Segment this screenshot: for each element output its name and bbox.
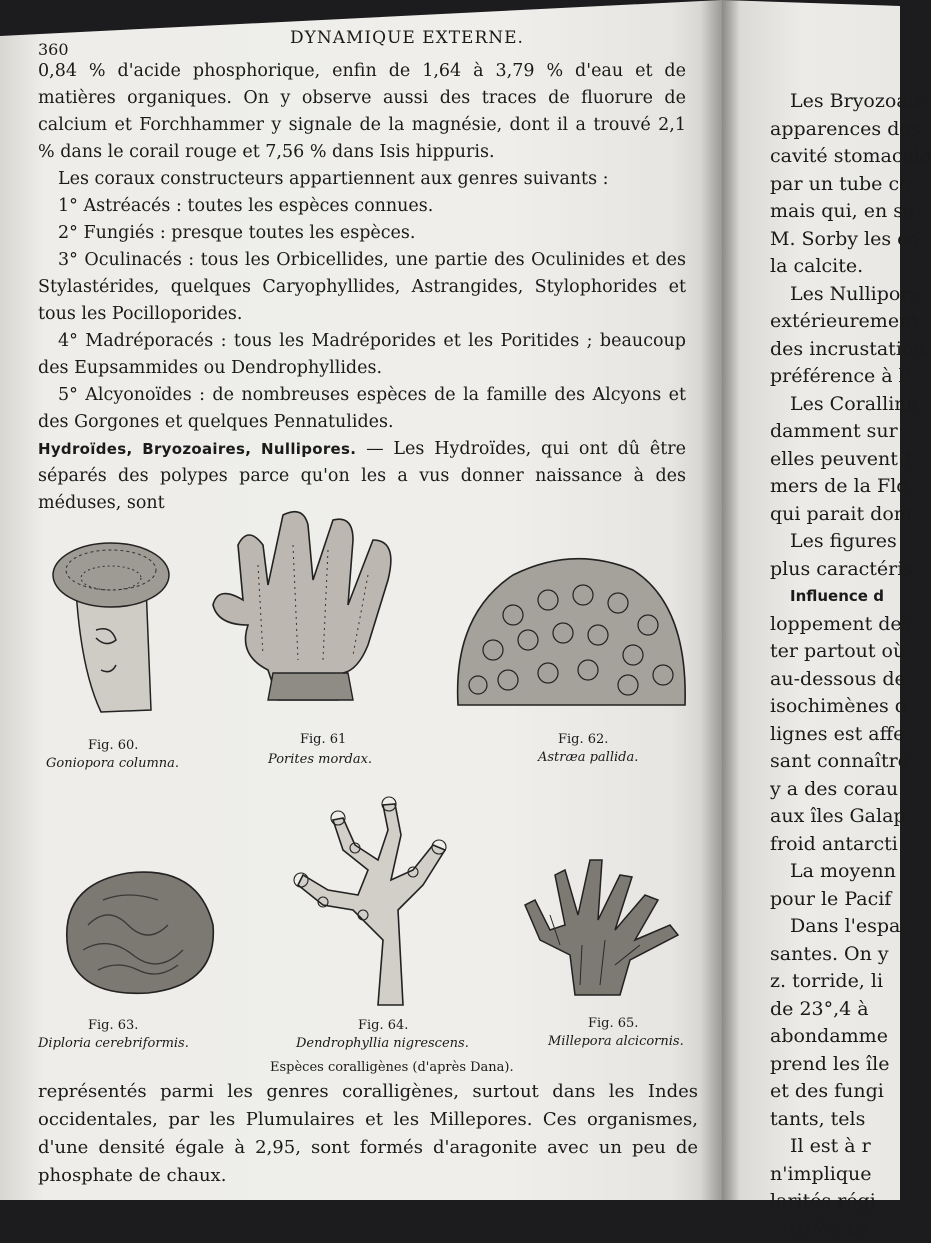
text-line: larités régi	[770, 1188, 910, 1216]
text-line: M. Sorby les co	[770, 226, 910, 254]
section-heading: Hydroïdes, Bryozoaires, Nullipores.	[38, 440, 356, 458]
paragraph: 0,84 % d'acide phosphorique, enfin de 1,64 à 3,79 % d'eau et de matières organiques. On y observe aussi des traces de fluorure de calcium et Forchhammer y signale de la magnésie, dont il a trouvé 2,1 % dans le corail rouge et 7,56 % dans Isis hippuris.	[38, 58, 686, 166]
text-line: la calcite.	[770, 253, 910, 281]
plate-caption: Espèces coralligènes (d'après Dana).	[270, 1060, 514, 1075]
list-item: 4° Madréporacés : tous les Madréporides et les Poritides ; beaucoup des Eupsammides ou Dendrophyllides.	[38, 328, 686, 382]
page-number: 360	[38, 40, 69, 59]
text-line: cavité stomacale	[770, 143, 910, 171]
list-item: 5° Alcyonoïdes : de nombreuses espèces de la famille des Alcyons et des Gorgones et quelques Pennatulides.	[38, 382, 686, 436]
fig-65-illustration	[520, 845, 685, 1000]
figure-number: Fig. 64.	[358, 1018, 408, 1033]
list-item: 1° Astréacés : toutes les espèces connues.	[38, 193, 686, 220]
text-line: Dans l'espa	[770, 913, 910, 941]
text-line: Les Bryozoair	[770, 88, 910, 116]
running-head: DYNAMIQUE EXTERNE.	[290, 28, 524, 48]
text-line: isochimènes d	[770, 693, 910, 721]
list-item: 2° Fungiés : presque toutes les espèces.	[38, 220, 686, 247]
fig-61-illustration	[208, 505, 408, 705]
figure-number: Fig. 65.	[588, 1016, 638, 1031]
text-line: Les Nullipore	[770, 281, 910, 309]
right-page-text	[770, 88, 910, 1243]
text-line: santes. On y	[770, 941, 910, 969]
text-line: damment sur	[770, 418, 910, 446]
text-line: n'implique	[770, 1161, 910, 1189]
text-line: mais qui, en se	[770, 198, 910, 226]
figure-plate	[38, 500, 698, 1090]
section-text: — Les Hydroïdes, qui ont dû être séparés des polypes parce qu'on les a vus donner naissance à des méduses, sont	[38, 439, 686, 513]
footnote: (1) Voy. ant	[770, 1216, 910, 1243]
text-line: loppement des	[770, 611, 910, 639]
text-line: plus caractéris	[770, 556, 910, 584]
figure-name: Goniopora columna.	[46, 756, 179, 771]
text-line: des incrustation	[770, 336, 910, 364]
fig-64-illustration	[283, 790, 463, 1010]
text-line: La moyenn	[770, 858, 910, 886]
fig-62-illustration	[453, 555, 693, 715]
text-line: apparences des	[770, 116, 910, 144]
figure-name: Dendrophyllia nigrescens.	[296, 1036, 469, 1051]
body-text	[38, 58, 686, 517]
fig-63-illustration	[58, 865, 218, 1000]
paragraph: Les coraux constructeurs appartiennent aux genres suivants :	[38, 166, 686, 193]
text-line: et des fungi	[770, 1078, 910, 1106]
section-heading: Influence d	[770, 583, 910, 611]
text-line: extérieurement	[770, 308, 910, 336]
text-line: y a des corau	[770, 776, 910, 804]
text-line: pour le Pacif	[770, 886, 910, 914]
text-line: sant connaître	[770, 748, 910, 776]
text-line: Il est à r	[770, 1133, 910, 1161]
figure-name: Porites mordax.	[268, 752, 372, 767]
bottom-text	[38, 1078, 698, 1190]
text-line: elles peuvent f	[770, 446, 910, 474]
figure-name: Millepora alcicornis.	[548, 1034, 684, 1049]
text-line: de 23°,4 à	[770, 996, 910, 1024]
text-line: au-dessous de	[770, 666, 910, 694]
text-line: Les figures	[770, 528, 910, 556]
text-line: Les Coralline	[770, 391, 910, 419]
list-item: 3° Oculinacés : tous les Orbicellides, une partie des Oculinides et des Stylastérides, quelques Caryophyllides, Astrangides, Stylophorides et tous les Pocilloporides.	[38, 247, 686, 328]
text-line: qui parait dom	[770, 501, 910, 529]
text-line: aux îles Galap	[770, 803, 910, 831]
text-line: ter partout où	[770, 638, 910, 666]
figure-name: Diploria cerebriformis.	[38, 1036, 189, 1051]
figure-name: Astræa pallida.	[538, 750, 638, 765]
book-gutter	[700, 0, 740, 1200]
figure-number: Fig. 61	[300, 732, 346, 747]
figure-number: Fig. 60.	[88, 738, 138, 753]
figure-number: Fig. 62.	[558, 732, 608, 747]
text-line: lignes est affe	[770, 721, 910, 749]
text-line: mers de la Flo	[770, 473, 910, 501]
text-line: z. torride, li	[770, 968, 910, 996]
text-line: préférence à l'	[770, 363, 910, 391]
text-line: prend les île	[770, 1051, 910, 1079]
text-line: par un tube co	[770, 171, 910, 199]
figure-number: Fig. 63.	[88, 1018, 138, 1033]
paragraph: représentés parmi les genres coralligènes, surtout dans les Indes occidentales, par les Plumulaires et les Millepores. Ces organismes, d'une densité égale à 2,95, sont formés d'aragonite avec un peu de phosphate de chaux.	[38, 1078, 698, 1190]
fig-60-illustration	[46, 520, 176, 715]
text-line: froid antarcti	[770, 831, 910, 859]
text-line: tants, tels	[770, 1106, 910, 1134]
text-line: abondamme	[770, 1023, 910, 1051]
